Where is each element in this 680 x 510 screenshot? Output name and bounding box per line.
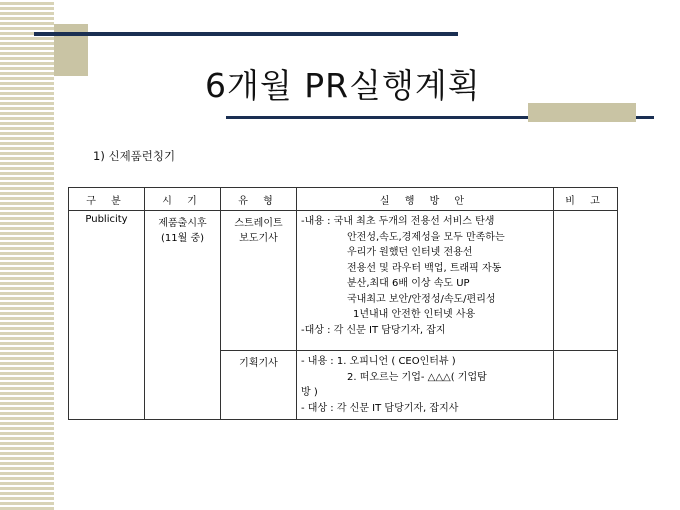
plan-line: - 내용 : 1. 오피니언 ( CEO인터뷰 ): [301, 356, 456, 367]
header-type: 유 형: [221, 188, 297, 211]
decorative-block-right: [528, 103, 636, 122]
cell-type: [221, 211, 297, 351]
type-line: 보도기사: [239, 233, 278, 244]
plan-line: - 대상 : 각 신문 IT 담당기자, 잡지사: [301, 402, 459, 414]
slide-title: 6개월 PR실행계획: [205, 66, 481, 105]
plan-line: -대상 : 각 신문 IT 담당기자, 잡지: [301, 324, 446, 336]
cell-category: Publicity: [69, 211, 145, 420]
type-line: 스트레이트: [234, 218, 283, 229]
section-heading: 1) 신제품런칭기: [93, 149, 176, 163]
cell-note: [554, 211, 618, 351]
plan-line: 2. 떠오르는 기업- △△△( 기업탐: [347, 371, 487, 383]
plan-line: 방 ): [301, 387, 318, 398]
header-timing: 시 기: [145, 188, 221, 211]
plan-line: -내용 : 국내 최초 두개의 전용선 서비스 탄생: [301, 216, 495, 227]
cell-type: 기획기사: [221, 351, 297, 420]
header-category: 구 분: [69, 188, 145, 211]
plan-line: 국내최고 보안/안정성/속도/편리성: [347, 293, 496, 305]
cell-note: [554, 351, 618, 420]
table-header-row: [69, 188, 618, 211]
cell-timing: [145, 211, 221, 420]
table-row: [69, 211, 618, 351]
plan-line: 안전성,속도,경제성을 모두 만족하는: [347, 231, 505, 243]
pr-plan-table: [68, 187, 618, 420]
plan-line: 분산,최대 6배 이상 속도 UP: [347, 278, 470, 289]
timing-line: (11월 중): [160, 233, 205, 244]
cell-plan: [297, 351, 554, 420]
plan-line: 1년내내 안전한 인터넷 사용: [353, 309, 476, 320]
header-note: 비 고: [554, 188, 618, 211]
decorative-bar-top: [34, 32, 458, 36]
cell-plan: [297, 211, 554, 351]
timing-line: 제품출시후: [158, 218, 207, 229]
decorative-stripes: [0, 0, 54, 510]
plan-line: 전용선 및 라우터 백업, 트래픽 자동: [347, 262, 502, 274]
plan-line: 우리가 원했던 인터넷 전용선: [347, 247, 473, 258]
header-plan: 실 행 방 안: [297, 188, 554, 211]
